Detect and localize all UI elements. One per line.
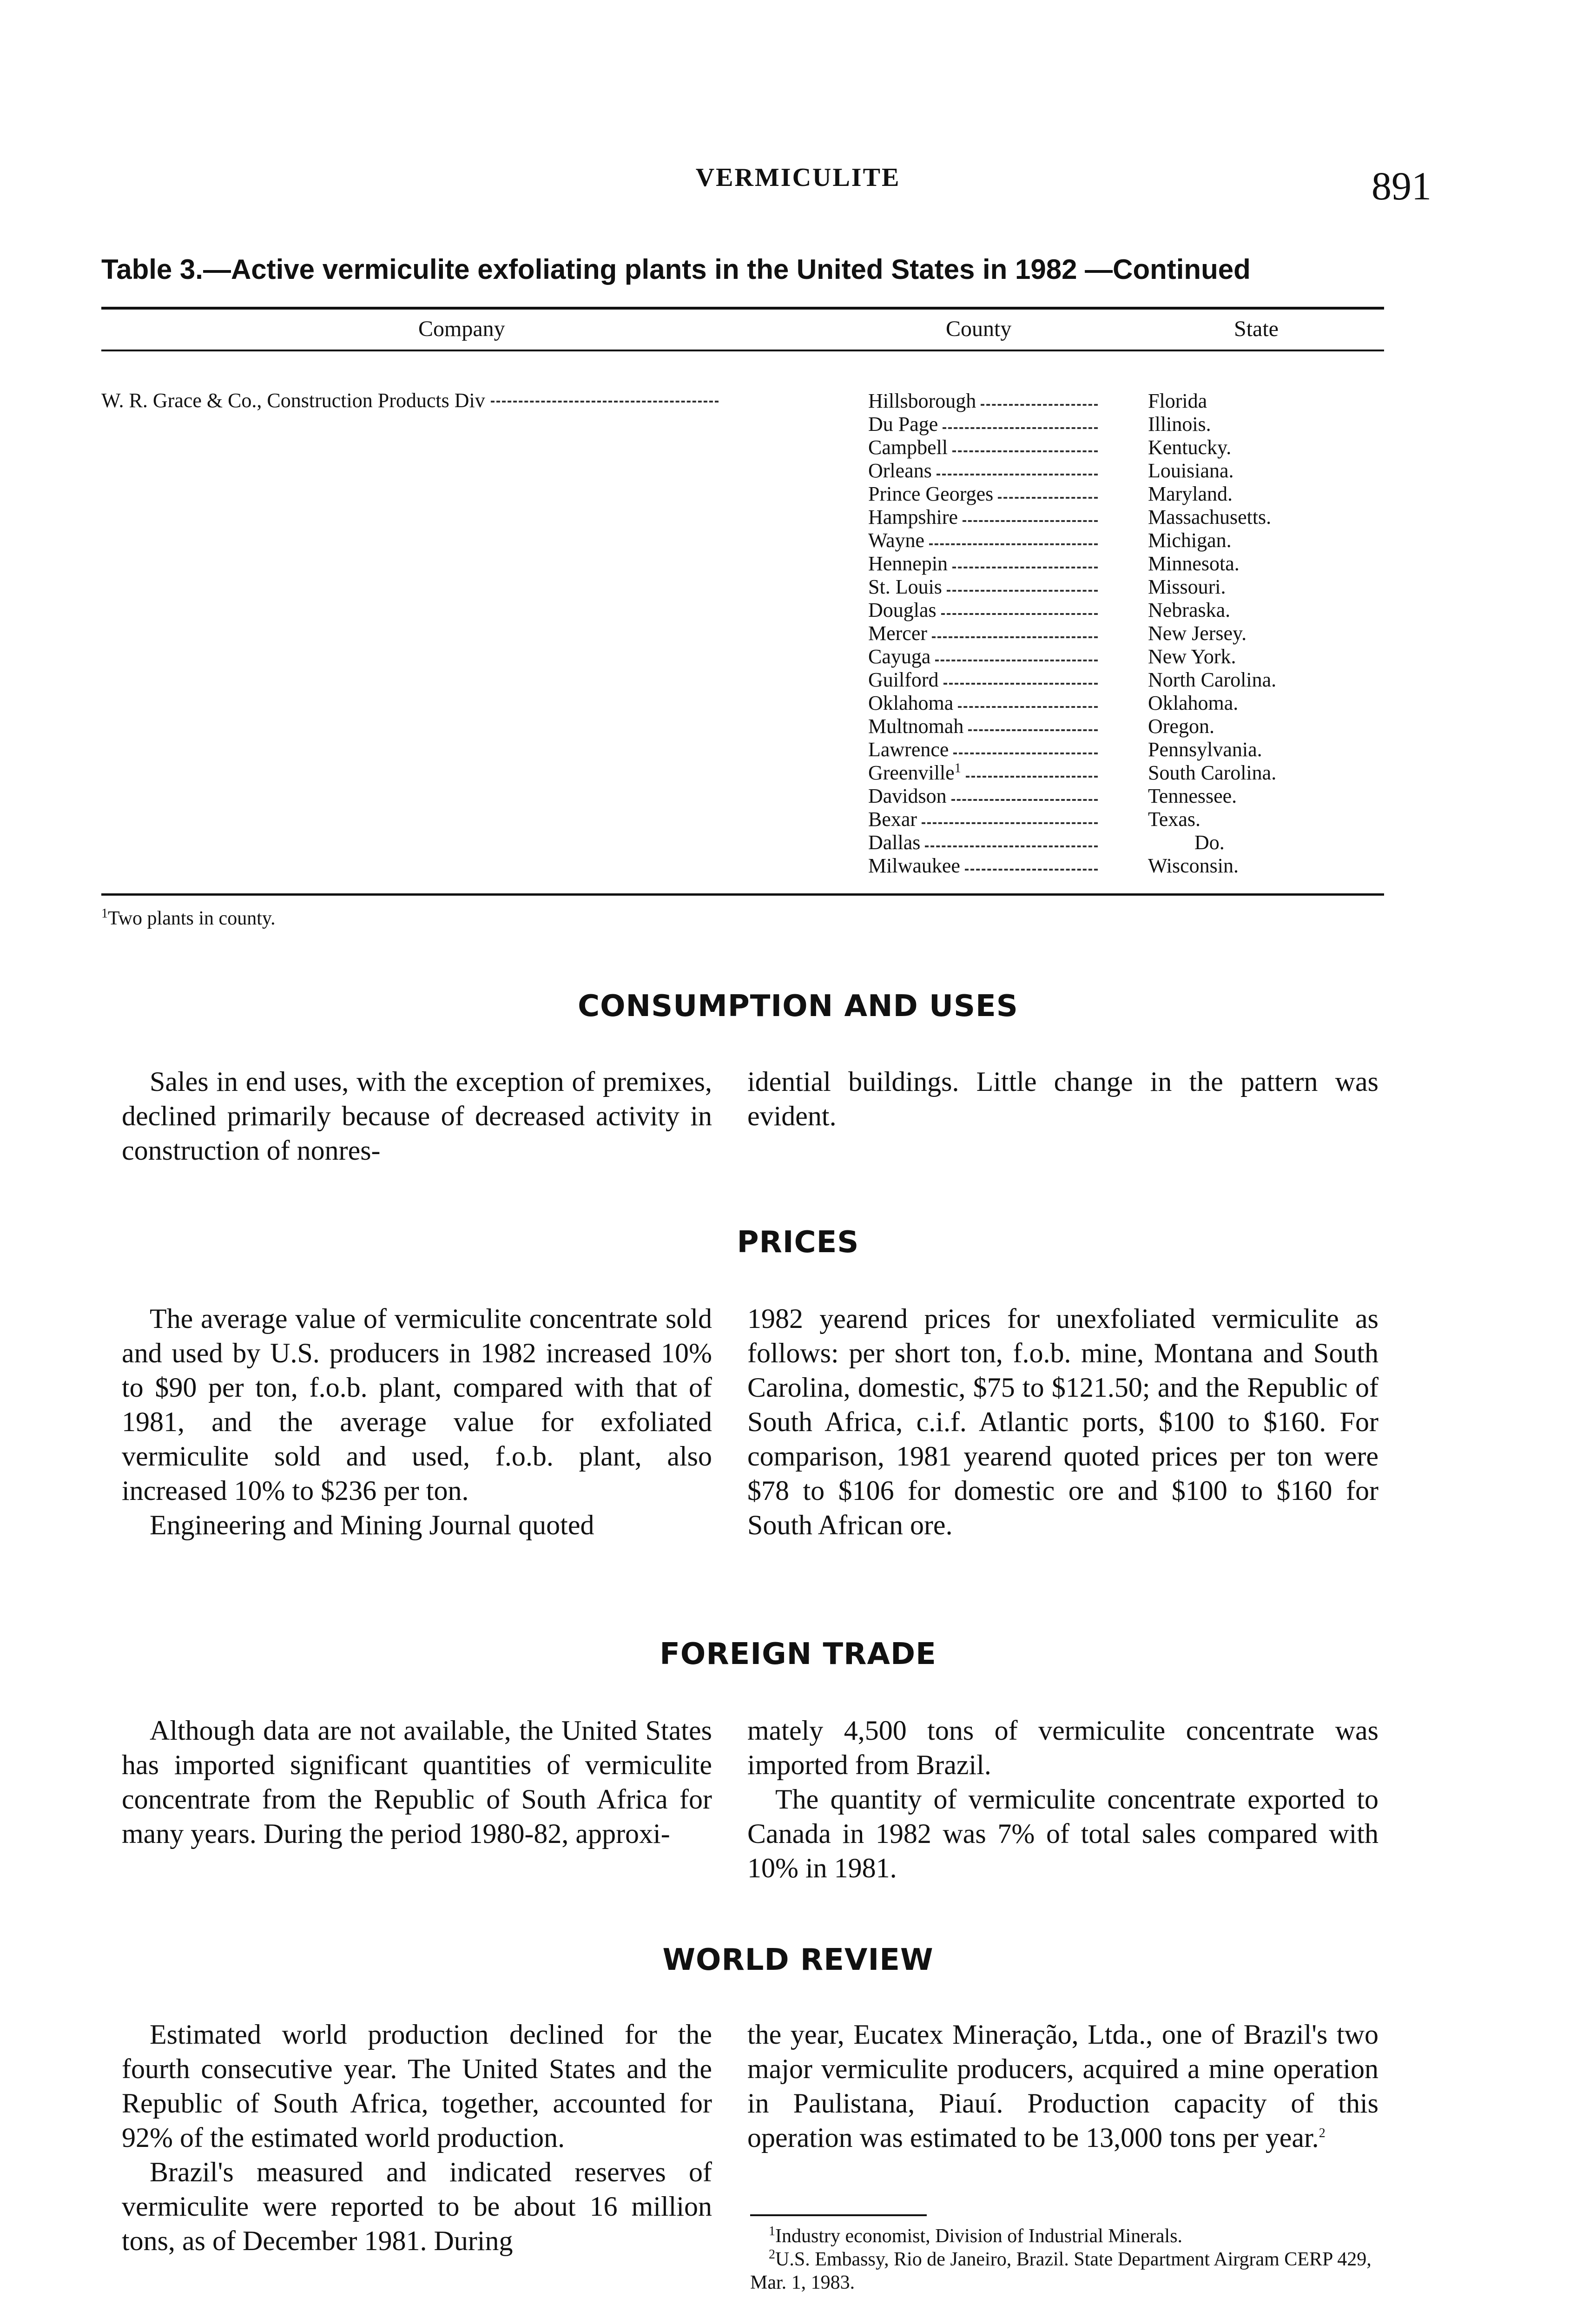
leader-dots bbox=[491, 401, 719, 403]
table-header-rule bbox=[101, 350, 1384, 351]
state-cell: Louisiana. bbox=[1148, 459, 1234, 482]
county-name: St. Louis bbox=[868, 575, 942, 598]
county-cell bbox=[868, 436, 1101, 459]
county-cell bbox=[868, 413, 1101, 436]
county-name: Hampshire bbox=[868, 506, 958, 528]
county-name: Mercer bbox=[868, 622, 928, 645]
county-name-text: Greenville bbox=[868, 761, 955, 784]
county-name: Multnomah bbox=[868, 715, 964, 738]
county-cell bbox=[868, 622, 1101, 645]
table-title: Table 3.—Active vermiculite exfoliating plants in the United States in 1982 —Continued bbox=[101, 254, 1251, 285]
state-list bbox=[1148, 390, 1427, 878]
paragraph: Estimated world production declined for the fourth consecutive year. The United States and the Republic of South Africa, together, accounted for 92% of the estimated world production. bbox=[122, 2019, 712, 2153]
leader-dots bbox=[935, 660, 1098, 661]
leader-dots bbox=[929, 543, 1098, 545]
paragraph: The average value of vermiculite concentrate sold and used by U.S. producers in 1982 increased 10% to $90 per ton, f.o.b. plant, compared with that of 1981, and the average value for exfoliated vermiculite sold and used, f.o.b. plant, also increased 10% to $236 per ton. bbox=[122, 1303, 712, 1506]
county-name: Prince Georges bbox=[868, 482, 994, 505]
state-cell: Missouri. bbox=[1148, 575, 1226, 598]
county-cell bbox=[868, 390, 1101, 413]
county-name: Oklahoma bbox=[868, 692, 954, 714]
consumption-right-column bbox=[747, 1064, 1378, 1133]
leader-dots bbox=[952, 450, 1098, 452]
leader-dots bbox=[953, 753, 1098, 754]
paragraph: Sales in end uses, with the exception of premixes, declined primarily because of decreased activity in construction of nonres- bbox=[122, 1066, 712, 1166]
footnote-marker: 1 bbox=[769, 2224, 775, 2238]
section-heading-world-review: WORLD REVIEW bbox=[662, 1943, 934, 1977]
footnote bbox=[750, 2248, 1392, 2294]
county-cell bbox=[868, 482, 1101, 506]
foreign-trade-right-column bbox=[747, 1713, 1378, 1885]
state-cell: Illinois. bbox=[1148, 413, 1211, 436]
county-name: Orleans bbox=[868, 459, 932, 482]
county-cell bbox=[868, 738, 1101, 761]
county-name: Douglas bbox=[868, 599, 936, 621]
paragraph: 1982 yearend prices for unexfoliated vermiculite as follows: per short ton, f.o.b. mine, Montana and South Carolina, domestic, $75 to $121.50; and the Republic of South Africa, c.i.f. Atlantic ports, $100 to $160. For comparison, 1981 yearend quoted prices per ton were $78 to $106 for domestic ore and $100 to $160 for South African ore. bbox=[747, 1303, 1378, 1540]
consumption-left-column bbox=[122, 1064, 712, 1168]
foreign-trade-left-column bbox=[122, 1713, 712, 1851]
state-cell: South Carolina. bbox=[1148, 761, 1277, 784]
county-cell bbox=[868, 785, 1101, 808]
county-name: Hennepin bbox=[868, 552, 948, 575]
column-header-company: Company bbox=[418, 317, 505, 341]
county-name: Campbell bbox=[868, 436, 948, 459]
footnote-marker: 1 bbox=[101, 906, 108, 921]
company-cell bbox=[101, 389, 719, 412]
state-cell: New Jersey. bbox=[1148, 622, 1247, 645]
county-list bbox=[868, 390, 1101, 878]
leader-dots bbox=[965, 869, 1098, 871]
county-cell bbox=[868, 854, 1101, 878]
footnote bbox=[750, 2225, 1392, 2248]
state-cell: Massachusetts. bbox=[1148, 506, 1272, 528]
state-cell: Pennsylvania. bbox=[1148, 738, 1262, 761]
table-footnote-text: Two plants in county. bbox=[108, 908, 276, 929]
footnote-marker: 2 bbox=[769, 2247, 775, 2262]
paragraph-text: the year, Eucatex Mineração, Ltda., one of Brazil's two major vermiculite producers, acquired a mine operation in Paulistana, Piauí. Production capacity of this operation was estimated to be 13,000 tons per year. bbox=[747, 2019, 1378, 2153]
county-cell bbox=[868, 715, 1101, 738]
state-cell: Kentucky. bbox=[1148, 436, 1232, 459]
paragraph: mately 4,500 tons of vermiculite concentrate was imported from Brazil. bbox=[747, 1715, 1378, 1780]
county-name: Cayuga bbox=[868, 645, 931, 668]
paragraph: idential buildings. Little change in the pattern was evident. bbox=[747, 1066, 1378, 1131]
running-head: VERMICULITE bbox=[695, 163, 901, 192]
state-cell: Michigan. bbox=[1148, 529, 1232, 552]
footnote-text: Industry economist, Division of Industrial Minerals. bbox=[775, 2225, 1183, 2247]
county-cell bbox=[868, 692, 1101, 715]
leader-dots bbox=[941, 613, 1098, 615]
prices-right-column bbox=[747, 1301, 1378, 1542]
county-cell bbox=[868, 808, 1101, 831]
state-cell: Oklahoma. bbox=[1148, 692, 1239, 714]
paragraph: Engineering and Mining Journal quoted bbox=[150, 1510, 594, 1540]
state-cell: Florida bbox=[1148, 390, 1207, 412]
county-cell bbox=[868, 831, 1101, 854]
page-footnotes bbox=[750, 2225, 1392, 2294]
county-name: Hillsborough bbox=[868, 390, 976, 412]
county-name: Wayne bbox=[868, 529, 925, 552]
prices-left-column bbox=[122, 1301, 712, 1542]
leader-dots bbox=[963, 520, 1098, 522]
world-review-right-column bbox=[747, 2017, 1378, 2155]
paragraph: Brazil's measured and indicated reserves of vermiculite were reported to be about 16 million tons, as of December 1981. During bbox=[122, 2157, 712, 2256]
county-name: Bexar bbox=[868, 808, 917, 831]
county-name: Du Page bbox=[868, 413, 938, 436]
county-name: Davidson bbox=[868, 785, 947, 807]
state-cell: Do. bbox=[1194, 831, 1225, 854]
state-cell: Oregon. bbox=[1148, 715, 1214, 738]
county-cell bbox=[868, 459, 1101, 482]
leader-dots bbox=[947, 590, 1098, 592]
table-footnote bbox=[101, 907, 276, 930]
leader-dots bbox=[925, 845, 1098, 847]
paragraph bbox=[747, 2017, 1378, 2155]
leader-dots bbox=[943, 427, 1098, 429]
state-cell: Maryland. bbox=[1148, 482, 1233, 505]
state-cell: Nebraska. bbox=[1148, 599, 1231, 621]
footnote-reference: 2 bbox=[1319, 2126, 1326, 2140]
county-name: Lawrence bbox=[868, 738, 949, 761]
county-name: Dallas bbox=[868, 831, 921, 854]
leader-dots bbox=[936, 474, 1098, 475]
column-header-county: County bbox=[946, 317, 1012, 341]
county-name: Guilford bbox=[868, 668, 939, 691]
section-heading-foreign-trade: FOREIGN TRADE bbox=[660, 1637, 936, 1671]
county-name bbox=[868, 761, 961, 785]
leader-dots bbox=[966, 776, 1098, 778]
leader-dots bbox=[968, 729, 1098, 731]
world-review-left-column bbox=[122, 2017, 712, 2258]
table-bottom-rule bbox=[101, 893, 1384, 896]
footnote-rule bbox=[750, 2214, 927, 2216]
paragraph: Although data are not available, the United States has imported significant quantities of vermiculite concentrate from the Republic of South Africa for many years. During the period 1980-82, approxi- bbox=[122, 1715, 712, 1849]
leader-dots bbox=[998, 497, 1098, 499]
county-name: Milwaukee bbox=[868, 854, 960, 877]
leader-dots bbox=[951, 799, 1098, 801]
state-cell: Texas. bbox=[1148, 808, 1200, 831]
county-cell bbox=[868, 761, 1101, 785]
state-cell: New York. bbox=[1148, 645, 1236, 668]
leader-dots bbox=[952, 567, 1098, 568]
leader-dots bbox=[981, 404, 1098, 406]
leader-dots bbox=[943, 683, 1098, 685]
page-number: 891 bbox=[1372, 164, 1431, 208]
footnote-marker: 1 bbox=[954, 761, 961, 776]
county-cell bbox=[868, 529, 1101, 552]
county-cell bbox=[868, 506, 1101, 529]
county-cell bbox=[868, 552, 1101, 575]
section-heading-prices: PRICES bbox=[737, 1225, 859, 1260]
county-cell bbox=[868, 599, 1101, 622]
state-cell: North Carolina. bbox=[1148, 668, 1277, 691]
leader-dots bbox=[932, 636, 1098, 638]
county-cell bbox=[868, 668, 1101, 692]
table-top-rule bbox=[101, 307, 1384, 310]
state-cell: Wisconsin. bbox=[1148, 854, 1239, 877]
footnote-text: U.S. Embassy, Rio de Janeiro, Brazil. State Department Airgram CERP 429, Mar. 1, 1983. bbox=[750, 2249, 1372, 2293]
column-header-state: State bbox=[1234, 317, 1279, 341]
state-cell: Tennessee. bbox=[1148, 785, 1237, 807]
leader-dots bbox=[958, 706, 1098, 708]
section-heading-consumption: CONSUMPTION AND USES bbox=[578, 989, 1018, 1023]
company-name: W. R. Grace & Co., Construction Products Div bbox=[101, 389, 485, 412]
county-cell bbox=[868, 645, 1101, 668]
paragraph: The quantity of vermiculite concentrate exported to Canada in 1982 was 7% of total sales compared with 10% in 1981. bbox=[747, 1784, 1378, 1883]
county-cell bbox=[868, 575, 1101, 599]
state-cell: Minnesota. bbox=[1148, 552, 1240, 575]
leader-dots bbox=[922, 822, 1098, 824]
